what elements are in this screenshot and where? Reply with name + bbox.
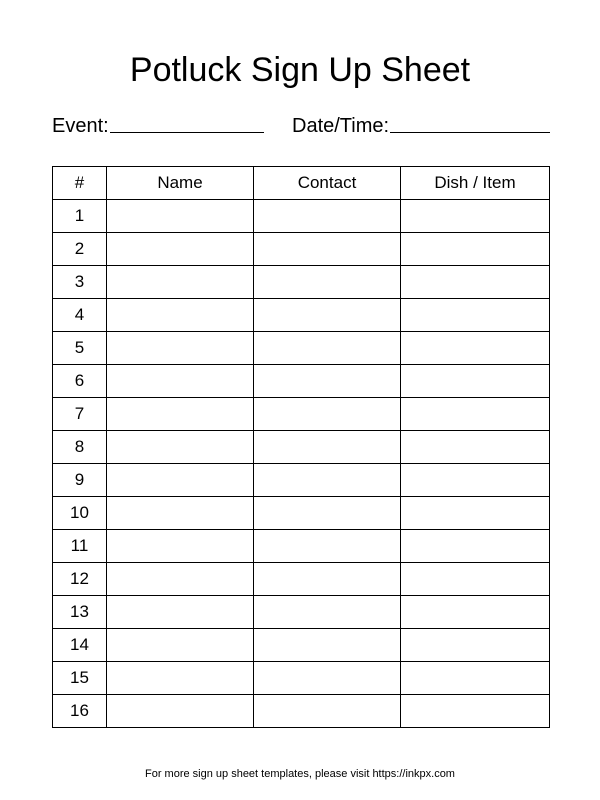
- name-cell[interactable]: [107, 299, 254, 332]
- dish-item-cell[interactable]: [401, 629, 550, 662]
- table-row: [53, 464, 550, 497]
- name-cell[interactable]: [107, 431, 254, 464]
- table-row: [53, 629, 550, 662]
- name-cell[interactable]: [107, 530, 254, 563]
- date-time-label: Date/Time:: [292, 115, 390, 137]
- row-number: 8: [53, 431, 107, 464]
- dish-item-cell[interactable]: [401, 431, 550, 464]
- contact-cell[interactable]: [254, 563, 401, 596]
- table-row: [53, 266, 550, 299]
- contact-cell[interactable]: [254, 596, 401, 629]
- name-cell[interactable]: [107, 662, 254, 695]
- row-number: 10: [53, 497, 107, 530]
- row-number: 3: [53, 266, 107, 299]
- table-row: [53, 530, 550, 563]
- event-blank-line: [110, 132, 264, 133]
- contact-cell[interactable]: [254, 629, 401, 662]
- dish-item-cell[interactable]: [401, 332, 550, 365]
- event-label: Event:: [52, 115, 109, 137]
- name-cell[interactable]: [107, 200, 254, 233]
- dish-item-cell[interactable]: [401, 398, 550, 431]
- table-row: [53, 662, 550, 695]
- table-row: [53, 398, 550, 431]
- dish-item-cell[interactable]: [401, 365, 550, 398]
- date-time-blank-line: [390, 132, 550, 133]
- row-number: 1: [53, 200, 107, 233]
- header-contact: Contact: [254, 167, 401, 200]
- signup-table-container: [52, 166, 549, 728]
- name-cell[interactable]: [107, 596, 254, 629]
- table-row: [53, 332, 550, 365]
- name-cell[interactable]: [107, 695, 254, 728]
- contact-cell[interactable]: [254, 365, 401, 398]
- row-number: 2: [53, 233, 107, 266]
- name-cell[interactable]: [107, 629, 254, 662]
- table-row: [53, 200, 550, 233]
- table-row: [53, 563, 550, 596]
- contact-cell[interactable]: [254, 530, 401, 563]
- dish-item-cell[interactable]: [401, 266, 550, 299]
- name-cell[interactable]: [107, 233, 254, 266]
- table-row: [53, 365, 550, 398]
- name-cell[interactable]: [107, 497, 254, 530]
- name-cell[interactable]: [107, 266, 254, 299]
- footer-note: For more sign up sheet templates, please visit https://inkpx.com: [145, 768, 455, 780]
- dish-item-cell[interactable]: [401, 233, 550, 266]
- table-row: [53, 695, 550, 728]
- table-row: [53, 299, 550, 332]
- dish-item-cell[interactable]: [401, 497, 550, 530]
- header-name: Name: [107, 167, 254, 200]
- page-title: Potluck Sign Up Sheet: [129, 51, 471, 89]
- dish-item-cell[interactable]: [401, 530, 550, 563]
- event-details-row: [52, 112, 552, 140]
- name-cell[interactable]: [107, 464, 254, 497]
- signup-table: [52, 166, 550, 728]
- contact-cell[interactable]: [254, 398, 401, 431]
- contact-cell[interactable]: [254, 299, 401, 332]
- contact-cell[interactable]: [254, 662, 401, 695]
- name-cell[interactable]: [107, 398, 254, 431]
- row-number: 6: [53, 365, 107, 398]
- row-number: 11: [53, 530, 107, 563]
- contact-cell[interactable]: [254, 266, 401, 299]
- contact-cell[interactable]: [254, 200, 401, 233]
- table-header-row: [53, 167, 550, 200]
- contact-cell[interactable]: [254, 332, 401, 365]
- row-number: 16: [53, 695, 107, 728]
- dish-item-cell[interactable]: [401, 596, 550, 629]
- dish-item-cell[interactable]: [401, 662, 550, 695]
- row-number: 7: [53, 398, 107, 431]
- dish-item-cell[interactable]: [401, 563, 550, 596]
- table-row: [53, 596, 550, 629]
- header-dish-item: Dish / Item: [401, 167, 550, 200]
- contact-cell[interactable]: [254, 233, 401, 266]
- header-number: #: [53, 167, 107, 200]
- table-row: [53, 233, 550, 266]
- table-body: [53, 200, 550, 728]
- table-row: [53, 497, 550, 530]
- dish-item-cell[interactable]: [401, 695, 550, 728]
- table-row: [53, 431, 550, 464]
- contact-cell[interactable]: [254, 431, 401, 464]
- date-time-field: [292, 112, 550, 140]
- event-field: [52, 112, 264, 140]
- contact-cell[interactable]: [254, 695, 401, 728]
- dish-item-cell[interactable]: [401, 464, 550, 497]
- contact-cell[interactable]: [254, 497, 401, 530]
- contact-cell[interactable]: [254, 464, 401, 497]
- row-number: 9: [53, 464, 107, 497]
- row-number: 13: [53, 596, 107, 629]
- row-number: 4: [53, 299, 107, 332]
- name-cell[interactable]: [107, 365, 254, 398]
- row-number: 12: [53, 563, 107, 596]
- row-number: 15: [53, 662, 107, 695]
- dish-item-cell[interactable]: [401, 299, 550, 332]
- name-cell[interactable]: [107, 332, 254, 365]
- row-number: 14: [53, 629, 107, 662]
- dish-item-cell[interactable]: [401, 200, 550, 233]
- name-cell[interactable]: [107, 563, 254, 596]
- row-number: 5: [53, 332, 107, 365]
